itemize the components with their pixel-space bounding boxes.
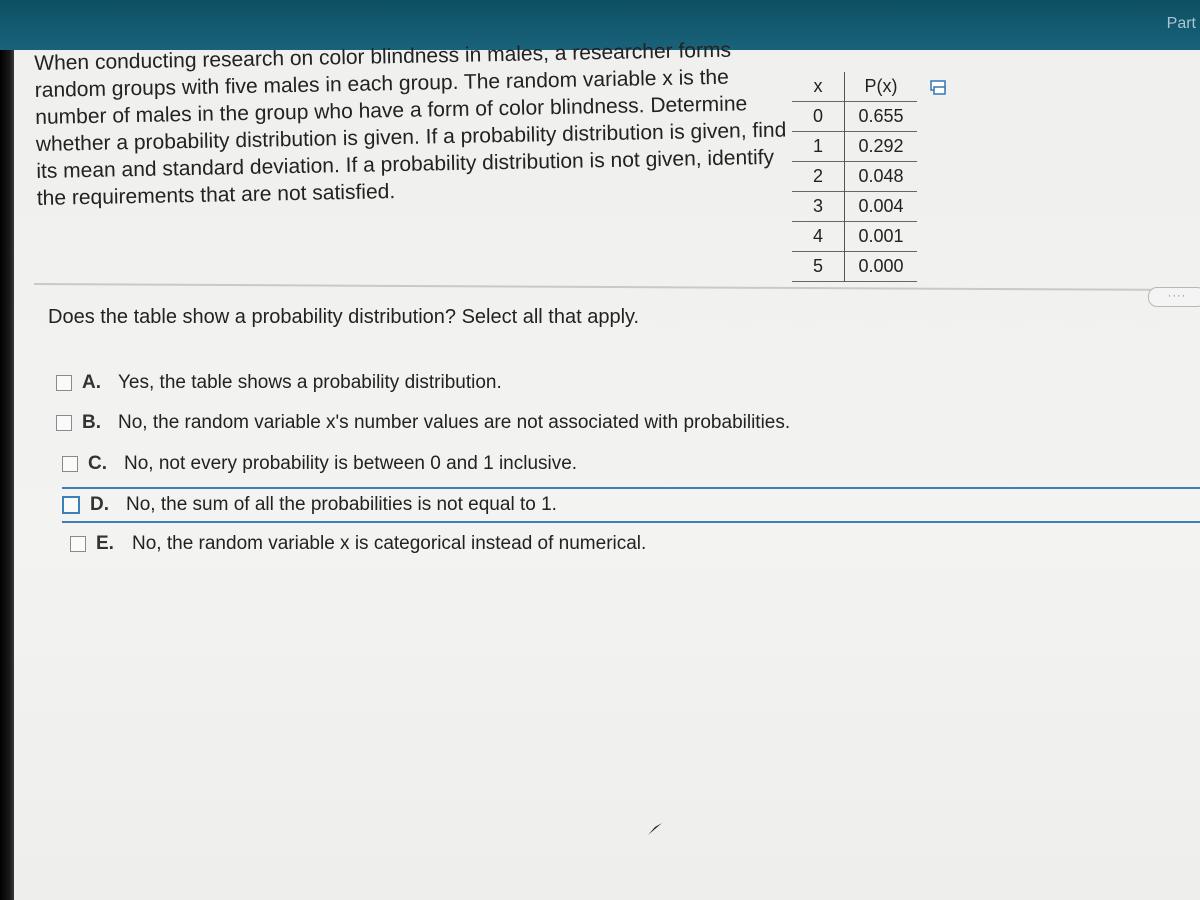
table-header-row <box>792 72 917 102</box>
option-b[interactable] <box>56 407 790 439</box>
question-prompt: Does the table show a probability distribution? Select all that apply. <box>48 306 640 328</box>
table-cell-x: 4 <box>792 222 845 252</box>
part-label: Part <box>1166 15 1196 32</box>
option-e-letter: E. <box>96 533 114 554</box>
table-cell-x: 1 <box>792 132 845 162</box>
option-d[interactable] <box>62 487 1200 523</box>
table-cell-x: 2 <box>792 162 845 192</box>
option-b-letter: B. <box>82 412 101 433</box>
probability-table <box>792 72 917 282</box>
table-header-p: P(x) <box>864 76 898 96</box>
option-c-letter: C. <box>88 453 107 474</box>
left-edge-shadow <box>0 50 14 900</box>
option-a-checkbox[interactable] <box>56 375 72 391</box>
question-text: When conducting research on color blindness in males, a researcher forms random groups with five males in each group. The random variable x is the number of males in the group who have a form of color blindness. Determine whether a probability distribution is given. If a probability distribution is given, find its mean and standard deviation. If a probability distribution is not given, identify the requirements that are not satisfied. <box>34 38 787 210</box>
more-options-button[interactable]: ···· <box>1148 287 1200 307</box>
table-header-x: x <box>792 72 845 102</box>
option-a[interactable] <box>56 367 502 399</box>
table-cell-p: 0.292 <box>858 136 904 156</box>
option-c[interactable] <box>62 448 577 480</box>
option-e-text: No, the random variable x is categorical instead of numerical. <box>132 533 647 554</box>
table-cell-p: 0.048 <box>858 166 904 186</box>
table-row <box>792 222 917 252</box>
table-cell-x: 5 <box>792 252 845 282</box>
option-d-letter: D. <box>90 494 109 515</box>
copy-icon[interactable] <box>930 80 948 96</box>
table-row <box>792 132 917 162</box>
table-cell-p: 0.004 <box>858 196 904 216</box>
option-c-text: No, not every probability is between 0 and 1 inclusive. <box>124 453 578 474</box>
table-cell-x: 3 <box>792 192 845 222</box>
table-cell-p: 0.655 <box>858 106 904 126</box>
option-e-checkbox[interactable] <box>70 536 86 552</box>
option-d-text: No, the sum of all the probabilities is not equal to 1. <box>126 494 557 515</box>
option-d-checkbox[interactable] <box>62 496 80 514</box>
option-a-letter: A. <box>82 372 101 393</box>
table-cell-x: 0 <box>792 102 845 132</box>
option-e[interactable] <box>70 528 646 560</box>
table-row <box>792 162 917 192</box>
mouse-pointer-icon <box>647 822 663 836</box>
table-cell-p: 0.001 <box>858 226 904 246</box>
table-row <box>792 102 917 132</box>
section-divider <box>34 283 1200 291</box>
table-row <box>792 252 917 282</box>
option-b-checkbox[interactable] <box>56 415 72 431</box>
option-c-checkbox[interactable] <box>62 456 78 472</box>
table-cell-p: 0.000 <box>858 256 904 276</box>
option-b-text: No, the random variable x's number values are not associated with probabilities. <box>118 412 791 433</box>
option-a-text: Yes, the table shows a probability distribution. <box>118 372 502 393</box>
table-row <box>792 192 917 222</box>
